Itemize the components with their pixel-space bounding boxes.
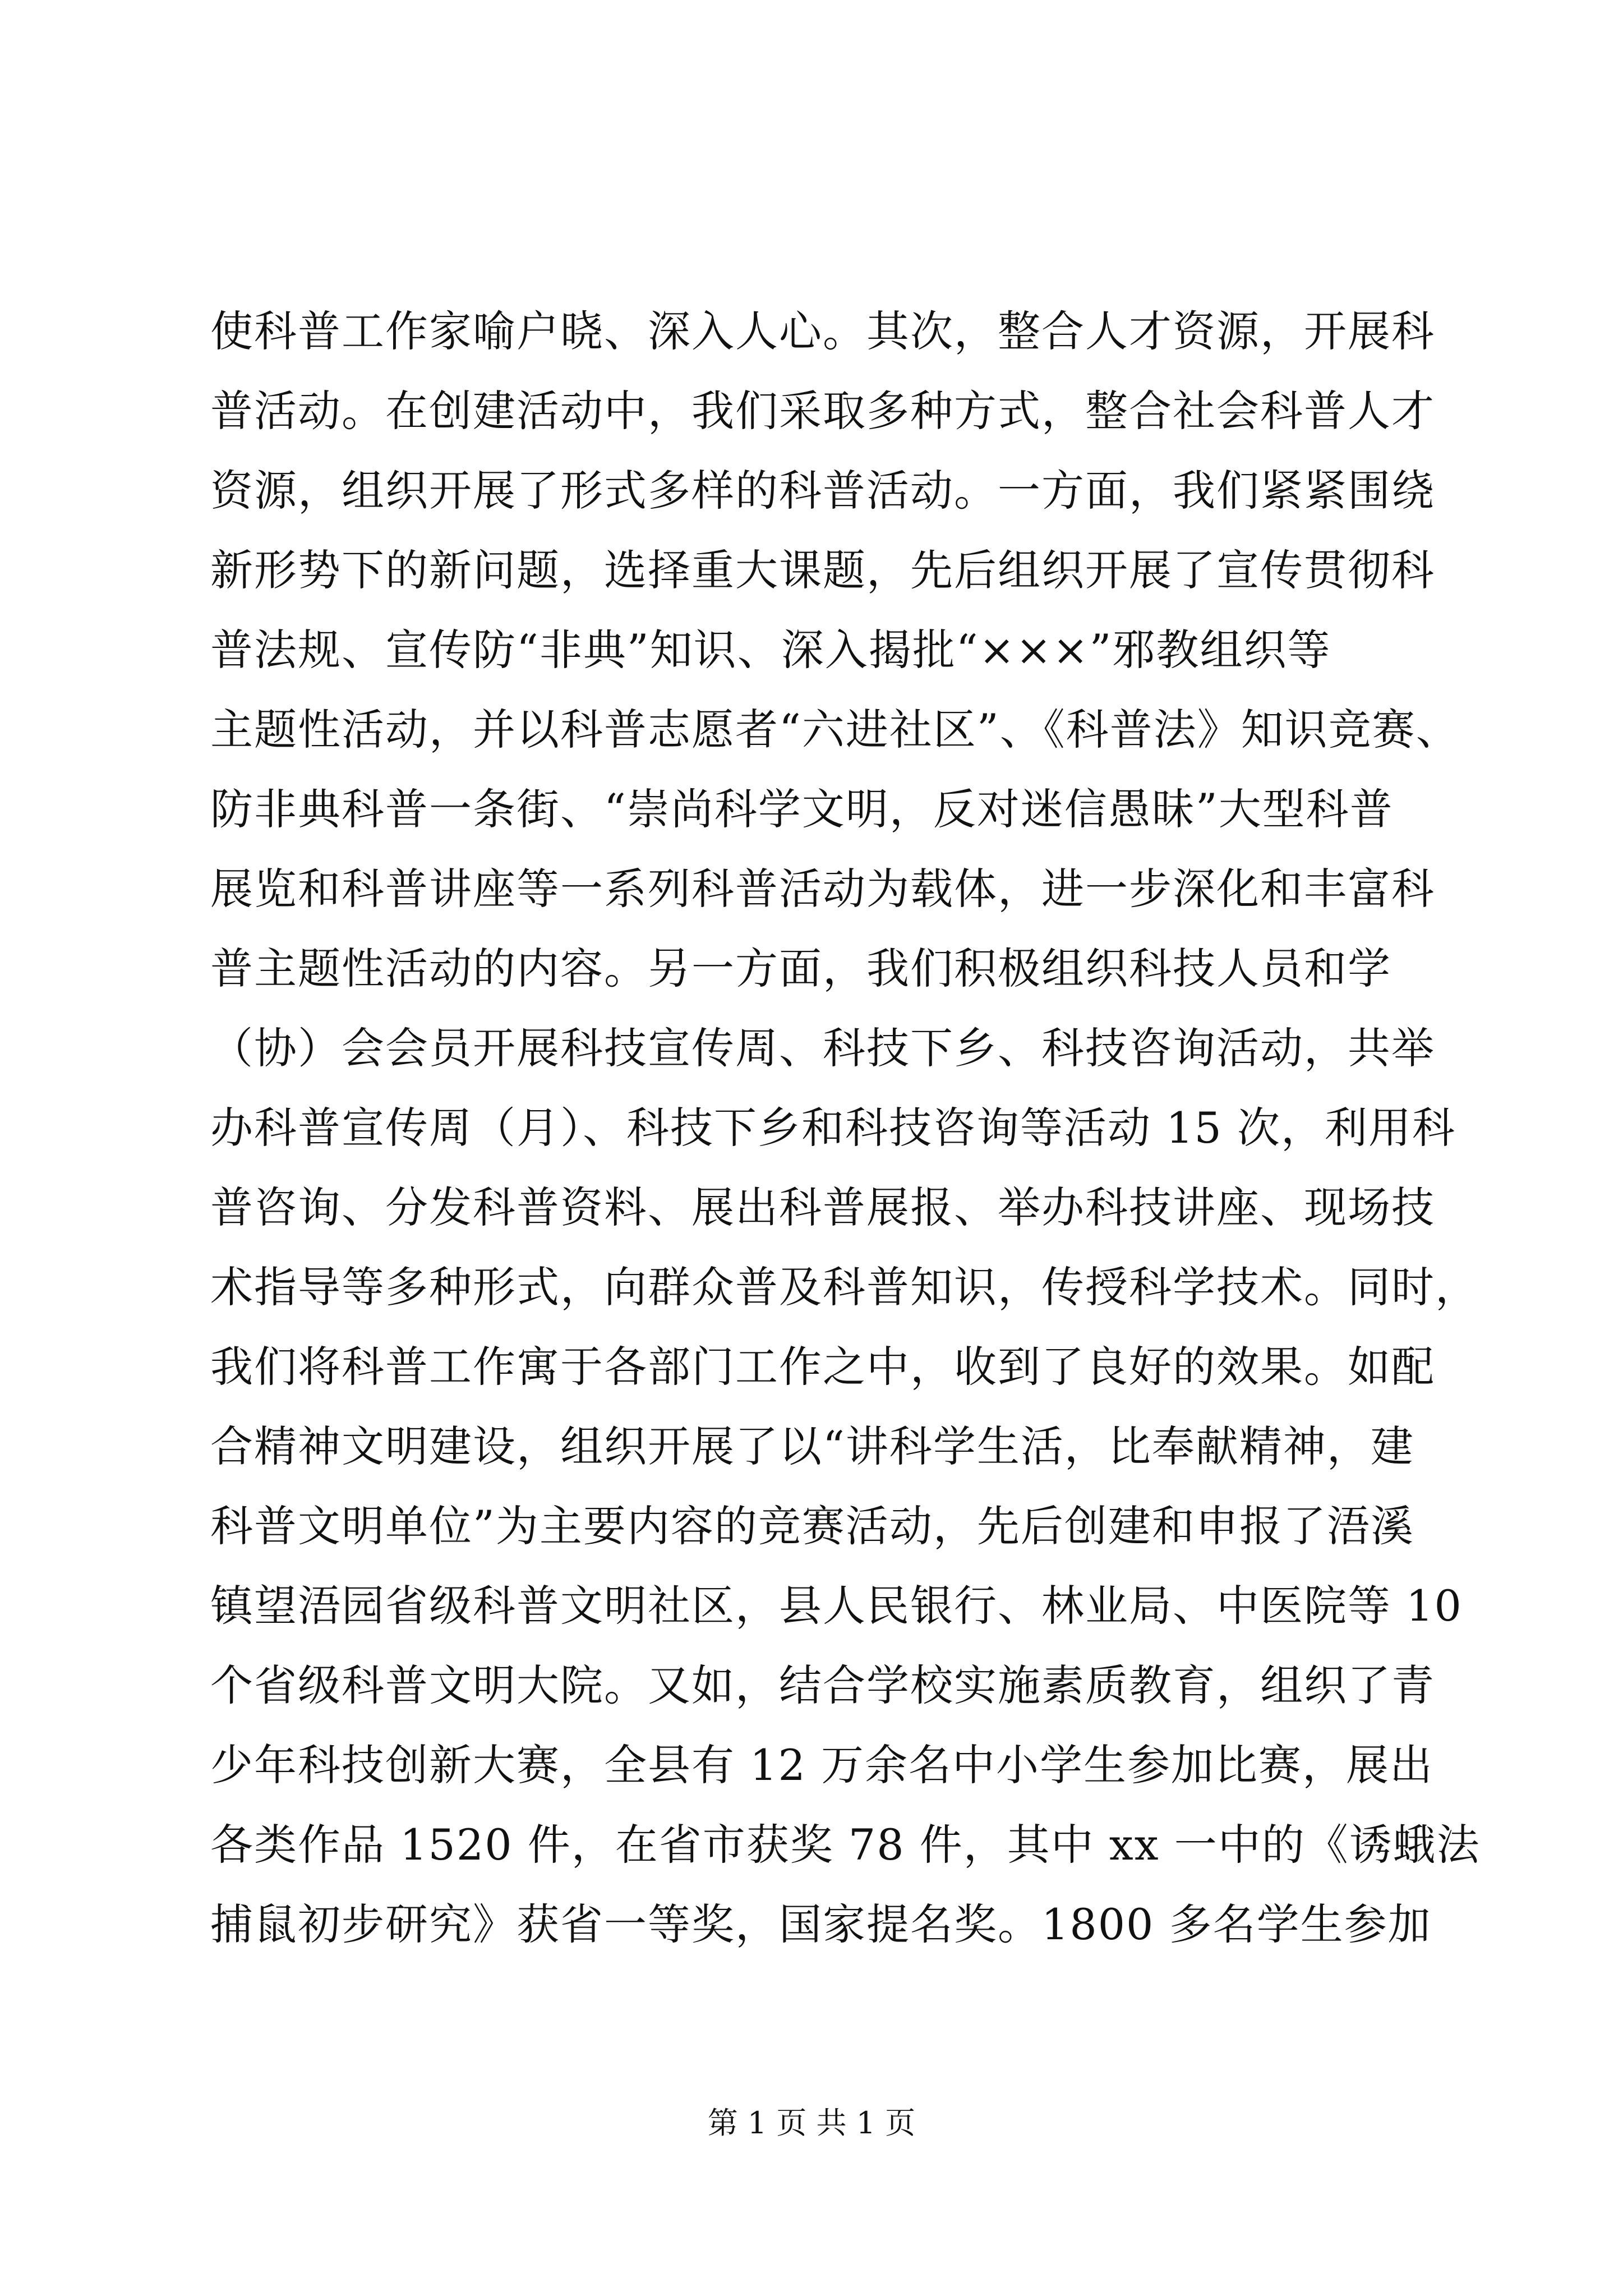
text-line: 科普文明单位”为主要内容的竞赛活动，先后创建和申报了浯溪 <box>210 1501 1414 1551</box>
text-line: 术指导等多种形式，向群众普及科普知识，传授科学技术。同时， <box>210 1262 1479 1312</box>
text-line: 个省级科普文明大院。又如，结合学校实施素质教育，组织了青 <box>210 1660 1435 1710</box>
text-line: 普法规、宣传防“非典”知识、深入揭批“×××”邪教组织等 <box>210 625 1331 675</box>
text-line: 使科普工作家喻户晓、深入人心。其次，整合人才资源，开展科 <box>210 306 1435 356</box>
text-line: 办科普宣传周（月）、科技下乡和科技咨询等活动 15 次，利用科 <box>210 1103 1456 1153</box>
page-number-footer: 第 1 页 共 1 页 <box>707 2105 916 2141</box>
text-line: 镇望浯园省级科普文明社区，县人民银行、林业局、中医院等 10 <box>210 1581 1463 1631</box>
text-line: 展览和科普讲座等一系列科普活动为载体，进一步深化和丰富科 <box>210 864 1435 914</box>
text-line: （协）会会员开展科技宣传周、科技下乡、科技咨询活动，共举 <box>210 1023 1435 1073</box>
text-line: 资源，组织开展了形式多样的科普活动。一方面，我们紧紧围绕 <box>210 466 1435 516</box>
text-line: 我们将科普工作寓于各部门工作之中，收到了良好的效果。如配 <box>210 1342 1435 1392</box>
text-line: 防非典科普一条街、“崇尚科学文明，反对迷信愚昧”大型科普 <box>210 784 1394 834</box>
text-line: 新形势下的新问题，选择重大课题，先后组织开展了宣传贯彻科 <box>210 545 1435 595</box>
text-line: 少年科技创新大赛，全县有 12 万余名中小学生参加比赛，展出 <box>210 1740 1434 1790</box>
text-line: 捕鼠初步研究》获省一等奖，国家提名奖。1800 多名学生参加 <box>210 1899 1432 1949</box>
text-line: 普咨询、分发科普资料、展出科普展报、举办科技讲座、现场技 <box>210 1182 1435 1232</box>
text-line: 合精神文明建设，组织开展了以“讲科学生活，比奉献精神，建 <box>210 1421 1414 1471</box>
text-line: 主题性活动，并以科普志愿者“六进社区”、《科普法》知识竞赛、 <box>210 705 1460 754</box>
text-line: 各类作品 1520 件，在省市获奖 78 件，其中 xx 一中的《诱蛾法 <box>210 1820 1481 1870</box>
body-text <box>210 292 1481 1964</box>
text-line: 普主题性活动的内容。另一方面，我们积极组织科技人员和学 <box>210 944 1391 993</box>
text-line: 普活动。在创建活动中，我们采取多种方式，整合社会科普人才 <box>210 386 1435 436</box>
